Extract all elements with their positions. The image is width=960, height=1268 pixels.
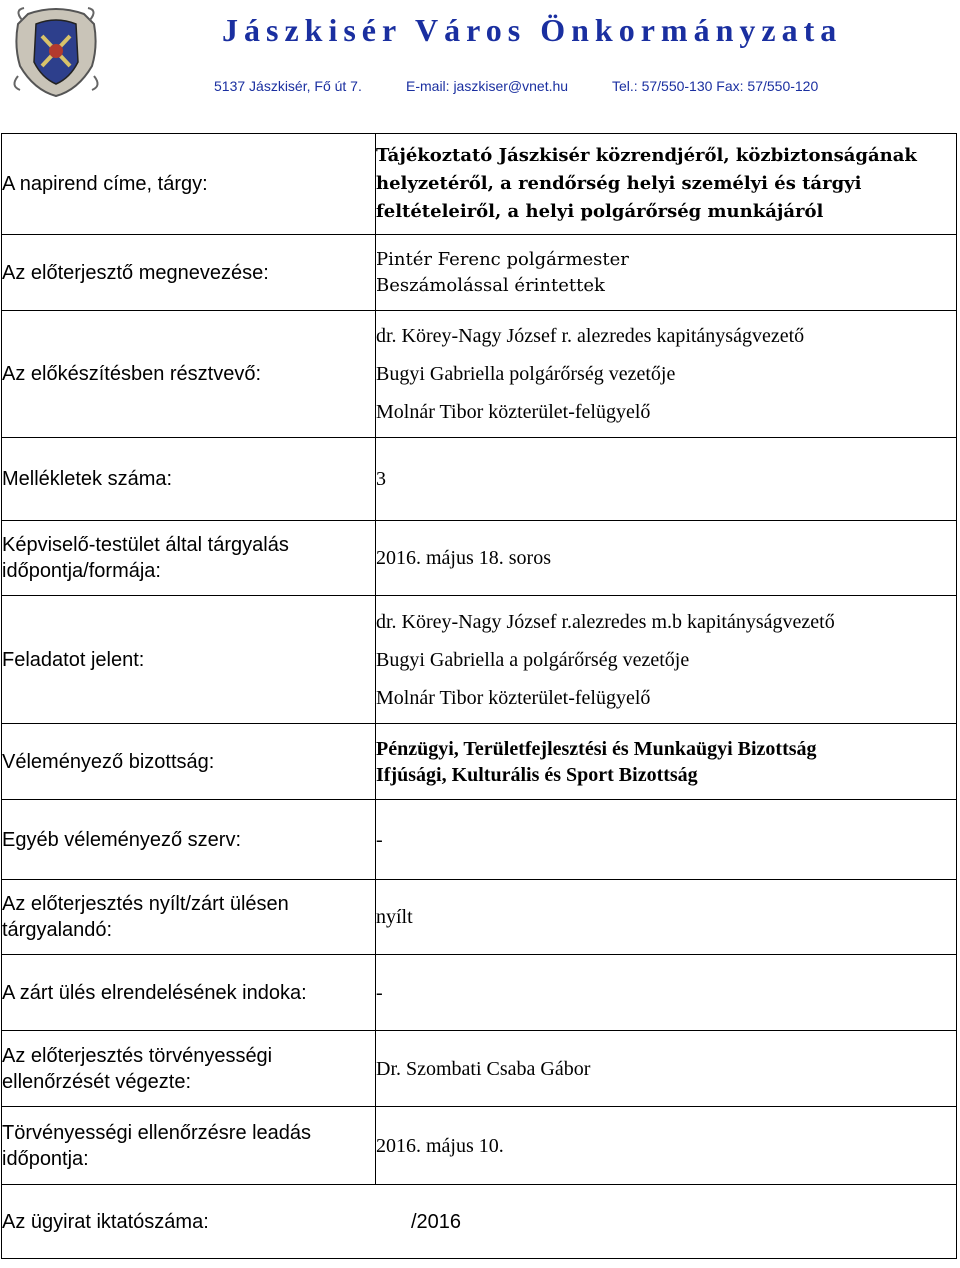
file-number-cell (2, 1185, 957, 1259)
presenter-line: Pintér Ferenc polgármester (376, 248, 629, 270)
label-line: időpontja/formája: (2, 560, 161, 582)
phone-fax-text: Tel.: 57/550-130 Fax: 57/550-120 (612, 78, 819, 94)
table-row (2, 134, 957, 235)
submission-date-value: 2016. május 10. (376, 1107, 957, 1185)
row-label: Véleményező bizottság: (2, 724, 376, 800)
closed-reason-value: - (376, 955, 957, 1031)
row-label: Feladatot jelent: (2, 596, 376, 724)
proposal-info-table (1, 133, 957, 1259)
preparer-line: Molnár Tibor közterület-felügyelő (376, 401, 651, 423)
committee-line: Pénzügyi, Területfejlesztési és Munkaügyi Bizottság (376, 737, 817, 760)
responsible-line: dr. Körey-Nagy József r.alezredes m.b kapitányságvezető (376, 610, 835, 633)
file-number-value: /2016 (411, 1211, 462, 1233)
table-row (2, 880, 957, 955)
row-label: A zárt ülés elrendelésének indoka: (2, 955, 376, 1031)
label-line: időpontja: (2, 1147, 89, 1170)
table-row (2, 1107, 957, 1185)
table-row (2, 724, 957, 800)
row-label (2, 521, 376, 596)
committee-line: Ifjúsági, Kulturális és Sport Bizottság (376, 763, 698, 786)
coat-of-arms-icon (8, 6, 104, 98)
label-line: ellenőrzését végezte: (2, 1070, 192, 1093)
table-row (2, 955, 957, 1031)
presenter-line: Beszámolással érintettek (376, 274, 605, 296)
row-label: A napirend címe, tárgy: (2, 134, 376, 235)
session-type-value: nyílt (376, 880, 957, 955)
row-label (2, 1107, 376, 1185)
row-label (2, 1031, 376, 1107)
table-row (2, 1185, 957, 1259)
label-line: Az előterjesztés törvényességi (2, 1044, 273, 1067)
committee-cell (376, 724, 957, 800)
table-row (2, 596, 957, 724)
agenda-line: feltételeiről, a helyi polgárőrség munkájáról (376, 201, 824, 222)
table-row (2, 438, 957, 521)
label-line: Törvényességi ellenőrzésre leadás (2, 1121, 312, 1144)
row-label: Az ügyirat iktatószáma: (2, 1210, 209, 1233)
row-label: Egyéb véleményező szerv: (2, 800, 376, 880)
table-row (2, 521, 957, 596)
agenda-line: helyzetéről, a rendőrség helyi személyi és tárgyi (376, 173, 862, 194)
responsible-line: Molnár Tibor közterület-felügyelő (376, 686, 651, 709)
table-row (2, 1031, 957, 1107)
preparers-cell (376, 311, 957, 438)
meeting-date: 2016. május 18. soros (376, 521, 957, 596)
table-row (2, 235, 957, 311)
label-line: Az előterjesztés nyílt/zárt ülésen (2, 893, 289, 915)
other-body-value: - (376, 800, 957, 880)
label-line: Képviselő-testület által tárgyalás (2, 534, 289, 556)
preparer-line: Bugyi Gabriella polgárőrség vezetője (376, 363, 676, 385)
address-text: 5137 Jászkisér, Fő út 7. (214, 78, 362, 94)
row-label: Az előkészítésben résztvevő: (2, 311, 376, 438)
responsibles-cell (376, 596, 957, 724)
agenda-line: Tájékoztató Jászkisér közrendjéről, közbiztonságának (376, 145, 917, 166)
label-line: tárgyalandó: (2, 919, 113, 941)
table-row (2, 311, 957, 438)
row-label (2, 880, 376, 955)
row-label: Az előterjesztő megnevezése: (2, 235, 376, 311)
email-text: E-mail: jaszkiser@vnet.hu (406, 78, 569, 94)
preparer-line: dr. Körey-Nagy József r. alezredes kapitányságvezető (376, 325, 805, 347)
presenter-cell (376, 235, 957, 311)
row-label: Mellékletek száma: (2, 438, 376, 521)
organization-title: Jászkisér Város Önkormányzata (222, 12, 843, 48)
attachments-count: 3 (376, 438, 957, 521)
legal-checker-value: Dr. Szombati Csaba Gábor (376, 1031, 957, 1107)
agenda-title-cell (376, 134, 957, 235)
letterhead (0, 0, 960, 115)
responsible-line: Bugyi Gabriella a polgárőrség vezetője (376, 648, 690, 671)
table-row (2, 800, 957, 880)
